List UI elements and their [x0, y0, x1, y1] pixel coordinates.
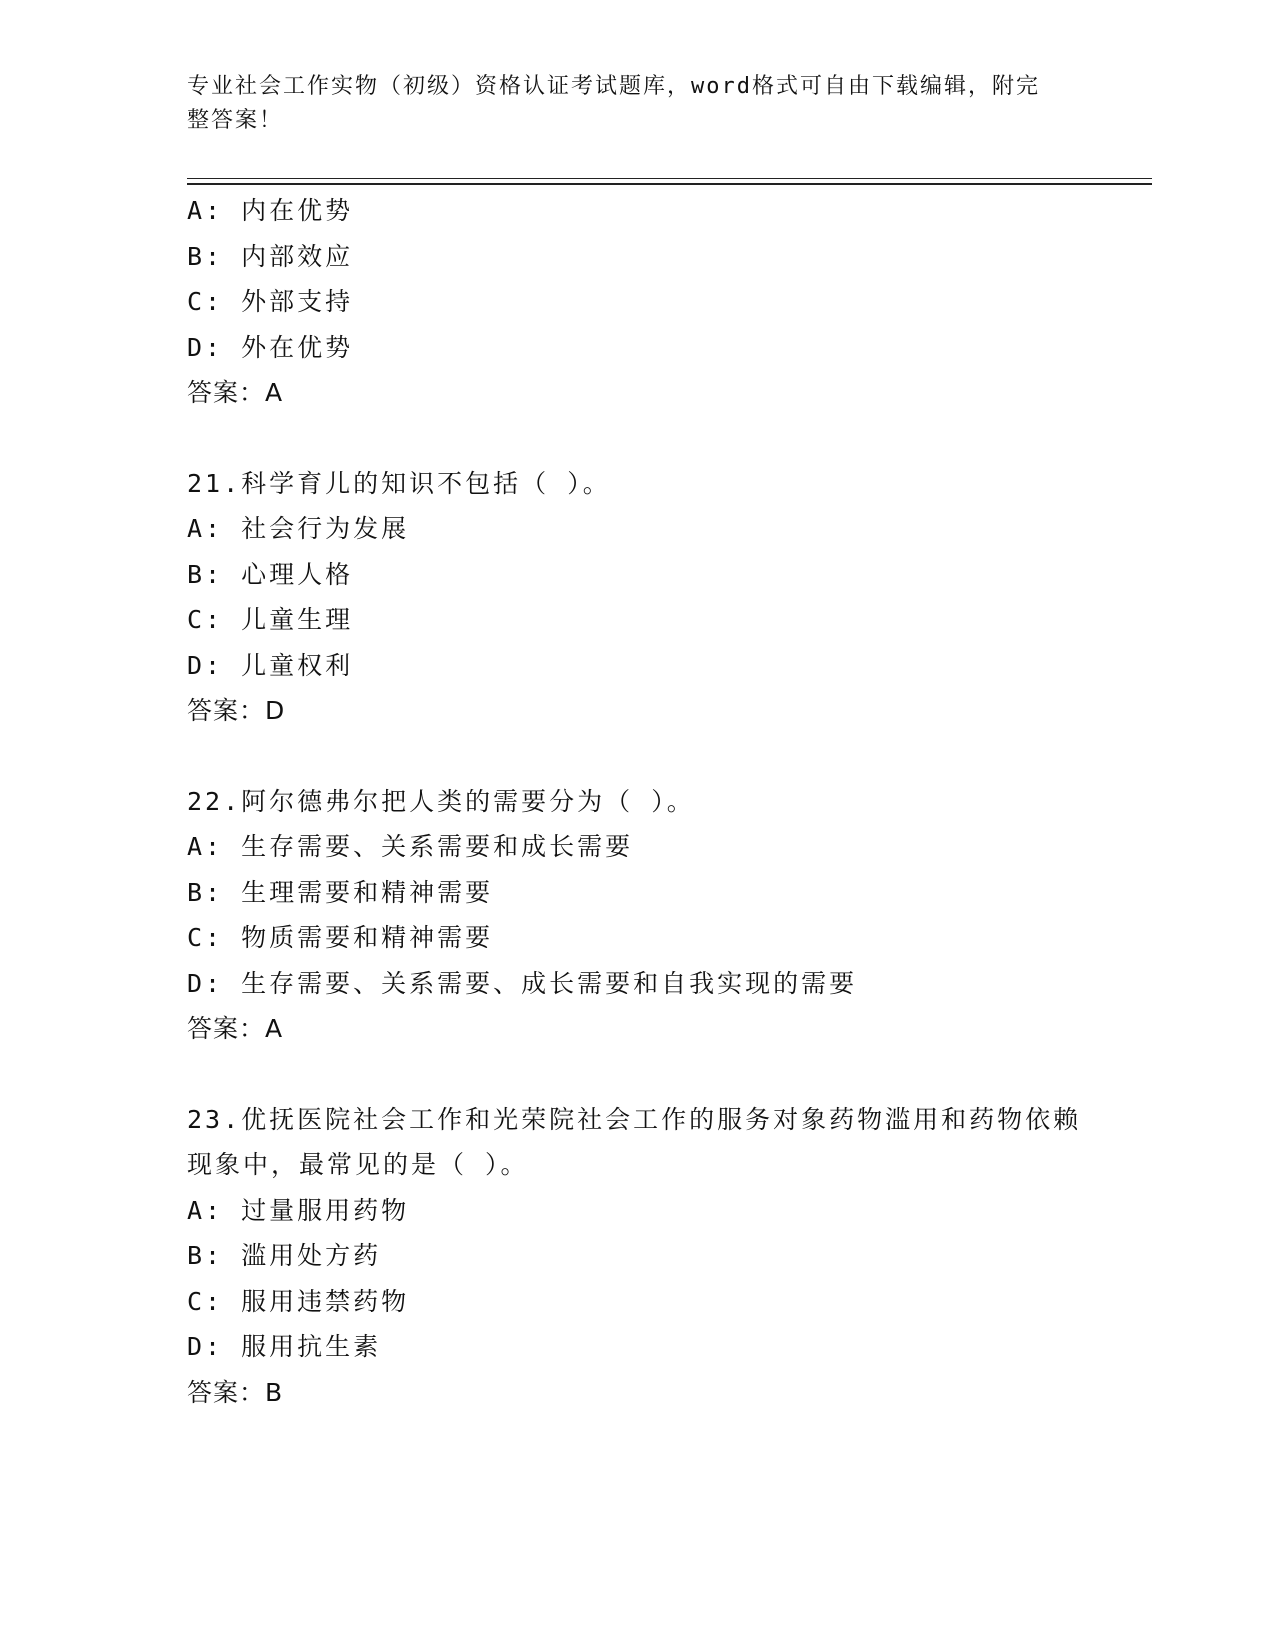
spacer — [187, 416, 1152, 461]
question-fragment — [187, 188, 1152, 416]
option-b: B: 心理人格 — [187, 559, 354, 589]
option-a: A: 生存需要、关系需要和成长需要 — [187, 832, 634, 861]
option-b: B: 内部效应 — [187, 241, 354, 271]
answer-line: 答案：A — [187, 1014, 284, 1043]
option-b: B: 滥用处方药 — [187, 1241, 382, 1270]
question-title: 21.科学育儿的知识不包括（ ）。 — [187, 468, 611, 498]
question-list — [187, 188, 1152, 1415]
spacer — [187, 734, 1152, 779]
option-d: D: 服用抗生素 — [187, 1332, 382, 1361]
option-a: A: 过量服用药物 — [187, 1195, 410, 1225]
header-divider-thick — [187, 183, 1152, 185]
header-divider-thin — [187, 178, 1152, 179]
option-c: C: 物质需要和精神需要 — [187, 923, 494, 952]
question-22 — [187, 779, 1152, 1052]
option-c: C: 外部支持 — [187, 287, 354, 316]
option-d: D: 生存需要、关系需要、成长需要和自我实现的需要 — [187, 968, 858, 998]
question-23 — [187, 1097, 1152, 1416]
option-c: C: 儿童生理 — [187, 605, 354, 634]
document-header — [187, 70, 1152, 138]
option-d: D: 外在优势 — [187, 332, 354, 362]
answer-line: 答案：D — [187, 696, 286, 725]
option-a: A: 内在优势 — [187, 196, 354, 225]
option-a: A: 社会行为发展 — [187, 514, 410, 543]
question-21 — [187, 461, 1152, 734]
header-text: 专业社会工作实物（初级）资格认证考试题库，word格式可自由下载编辑，附完整答案！ — [187, 74, 1040, 133]
answer-line: 答案：B — [187, 1377, 284, 1407]
question-title: 22.阿尔德弗尔把人类的需要分为（ ）。 — [187, 786, 695, 816]
option-b: B: 生理需要和精神需要 — [187, 877, 494, 907]
question-title: 23.优抚医院社会工作和光荣院社会工作的服务对象药物滥用和药物依赖现象中，最常见的是（ ）。 — [187, 1104, 1082, 1179]
option-c: C: 服用违禁药物 — [187, 1286, 410, 1316]
spacer — [187, 1052, 1152, 1097]
answer-line: 答案：A — [187, 378, 284, 407]
option-d: D: 儿童权利 — [187, 650, 354, 680]
